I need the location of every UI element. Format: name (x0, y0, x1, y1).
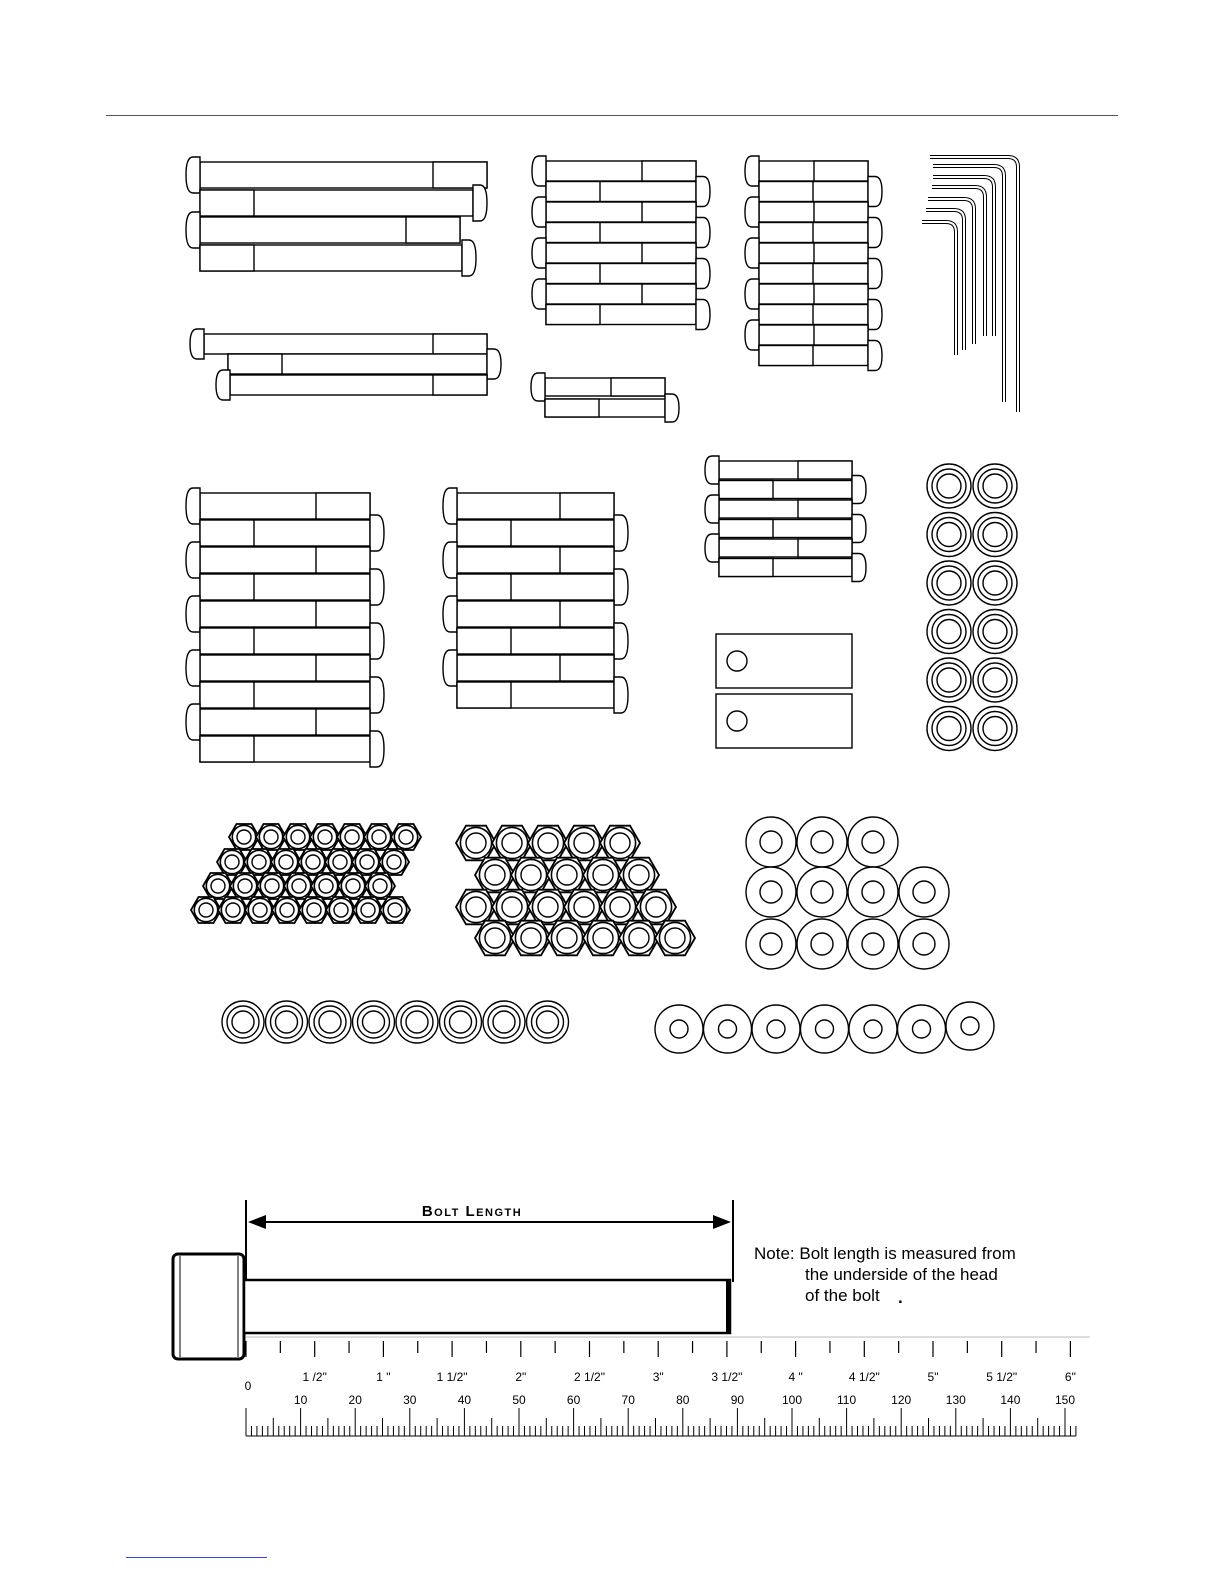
mm-tick-label: 140 (1000, 1393, 1021, 1407)
inch-tick-label: 5" (927, 1370, 939, 1384)
note-line-2: the underside of the head (805, 1265, 998, 1284)
mm-tick-label: 100 (781, 1393, 803, 1407)
note-line-1: Note: Bolt length is measured from (754, 1244, 1016, 1263)
note-period: . (898, 1288, 903, 1307)
inch-tick-label: 4 1/2" (848, 1370, 880, 1384)
inch-tick-label: 1 1/2" (436, 1370, 468, 1384)
mm-tick-label: 40 (457, 1393, 472, 1407)
mm-tick-label: 120 (891, 1393, 912, 1407)
inch-tick-label: 4 " (788, 1370, 803, 1384)
inch-tick-label: 2 1/2" (574, 1370, 605, 1384)
inch-tick-label: 5 1/2" (986, 1370, 1018, 1384)
bolt-length-note (754, 1243, 1016, 1306)
ruler-inch-scale (245, 1341, 1076, 1393)
mm-tick-label: 10 (293, 1393, 308, 1407)
dimension-arrow-right (713, 1215, 731, 1229)
inch-tick-label: 2" (515, 1370, 527, 1384)
inch-tick-label: 1 " (376, 1370, 391, 1384)
inch-tick-label: 6" (1064, 1370, 1076, 1384)
dimension-arrow-left (248, 1215, 266, 1229)
mm-tick-label: 90 (730, 1393, 745, 1407)
mm-tick-label: 50 (512, 1393, 526, 1407)
ruler-mm-scale (246, 1393, 1076, 1436)
mm-tick-label: 70 (621, 1393, 635, 1407)
inch-tick-label: 1 /2" (302, 1370, 327, 1384)
mm-tick-label: 110 (837, 1393, 857, 1407)
bolt-head (173, 1254, 244, 1359)
mm-tick-label: 20 (348, 1393, 362, 1407)
inch-tick-label: 0 (244, 1379, 252, 1393)
mm-tick-label: 60 (566, 1393, 581, 1407)
mm-tick-label: 130 (945, 1393, 966, 1407)
mm-tick-label: 30 (403, 1393, 417, 1407)
bolt-shank (244, 1280, 730, 1333)
note-line-3: of the bolt (805, 1286, 880, 1305)
inch-tick-label: 3" (652, 1370, 664, 1384)
mm-tick-label: 80 (676, 1393, 690, 1407)
inch-tick-label: 3 1/2" (711, 1370, 743, 1384)
footer-link-underline (126, 1557, 267, 1558)
mm-tick-label: 150 (1054, 1393, 1076, 1407)
bolt-length-label: Bolt Length (421, 1203, 523, 1220)
